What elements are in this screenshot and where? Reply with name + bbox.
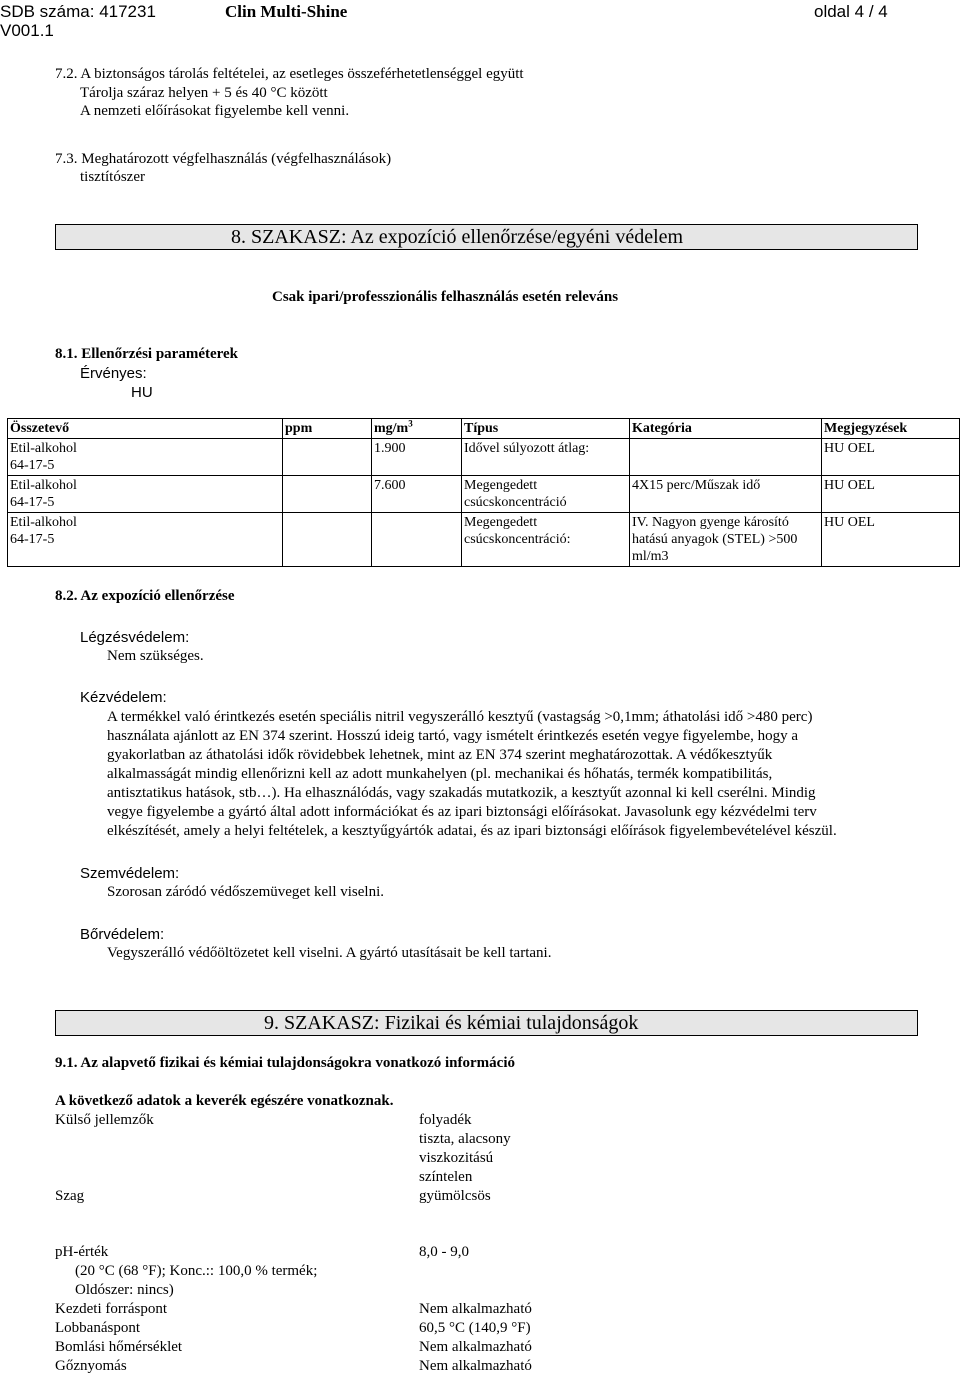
valid-label: Érvényes: <box>80 365 147 382</box>
hand-text-line7: elkészítését, amely a helyi feltételek, a kesztyűgyártók adatai, és az ipari biztonsági előírások figyelembevételével készül. <box>107 823 837 839</box>
hand-label: Kézvédelem: <box>80 689 167 706</box>
eye-label: Szemvédelem: <box>80 865 180 882</box>
section-7-3-line1: tisztítószer <box>80 169 145 185</box>
sds-number: SDB száma: 417231 <box>0 2 156 21</box>
respiratory-text: Nem szükséges. <box>107 648 204 664</box>
cell-notes: HU OEL <box>822 513 960 567</box>
exposure-limits-table <box>7 418 960 567</box>
cell-mgm3: 1.900 <box>372 439 462 476</box>
hand-text-line1: A termékkel való érintkezés esetén speciális nitril vegyszerálló kesztyű (vastagság >0,1mm; áthatolási idő >480 perc) <box>107 709 813 725</box>
ph-label: pH-érték <box>55 1244 109 1260</box>
cell-category <box>630 439 822 476</box>
decomposition-temp-value: Nem alkalmazható <box>419 1339 532 1355</box>
col-header-notes: Megjegyzések <box>822 419 960 439</box>
cell-ppm <box>283 513 372 567</box>
appearance-value-1: folyadék <box>419 1112 472 1128</box>
section-7-3-title: 7.3. Meghatározott végfelhasználás (végfelhasználások) <box>55 151 392 167</box>
col-header-mgm3-sup: 3 <box>408 418 413 429</box>
section-8-2-title: 8.2. Az expozíció ellenőrzése <box>55 588 235 604</box>
odor-value: gyümölcsös <box>419 1188 491 1204</box>
cell-notes: HU OEL <box>822 439 960 476</box>
section-7-2-line2: A nemzeti előírásokat figyelembe kell venni. <box>80 103 350 119</box>
eye-text: Szorosan záródó védőszemüveget kell viselni. <box>107 884 385 900</box>
odor-label: Szag <box>55 1188 85 1204</box>
col-header-ppm: ppm <box>283 419 372 439</box>
flash-point-label: Lobbanáspont <box>55 1320 140 1336</box>
section-7-2-title: 7.2. A biztonságos tárolás feltételei, az esetleges összeférhetetlenséggel együtt <box>55 66 524 82</box>
table-row <box>8 476 960 513</box>
ph-note-line2: Oldószer: nincs) <box>75 1282 174 1298</box>
section-9-banner <box>55 1010 918 1036</box>
appearance-label: Külső jellemzők <box>55 1112 154 1128</box>
flash-point-value: 60,5 °C (140,9 °F) <box>419 1320 531 1336</box>
skin-text: Vegyszerálló védőöltözetet kell viselni. A gyártó utasításait be kell tartani. <box>107 945 552 961</box>
product-name: Clin Multi-Shine <box>225 2 348 21</box>
hand-text-line3: gyakorlatban az áthatolási idők rövidebbek lehetnek, mint az EN 374 szerint meghatározottak. A védőkesztyűk <box>107 747 773 763</box>
hand-text-line2: használata ajánlott az EN 374 szerint. Hosszú ideig tartó, vagy ismételt érintkezés esetén vegye figyelembe, hogy a <box>107 728 799 744</box>
cell-component <box>8 476 283 513</box>
section-8-1-title: 8.1. Ellenőrzési paraméterek <box>55 346 239 362</box>
section-7-2-line1: Tárolja száraz helyen + 5 és 40 °C között <box>80 85 328 101</box>
section-9-intro: A következő adatok a keverék egészére vonatkoznak. <box>55 1093 394 1109</box>
cell-ppm <box>283 439 372 476</box>
cell-ppm <box>283 476 372 513</box>
col-header-mgm3-text: mg/m <box>374 421 409 436</box>
section-8-banner <box>55 224 918 250</box>
cell-mgm3 <box>372 513 462 567</box>
cell-component <box>8 439 283 476</box>
cell-notes: HU OEL <box>822 476 960 513</box>
component-name: Etil-alkohol <box>10 441 77 456</box>
component-name: Etil-alkohol <box>10 515 77 530</box>
component-cas: 64-17-5 <box>10 532 55 547</box>
section-9-banner-title: 9. SZAKASZ: Fizikai és kémiai tulajdonságok <box>264 1012 639 1034</box>
vapor-pressure-label: Gőznyomás <box>55 1358 127 1374</box>
cell-component <box>8 513 283 567</box>
component-cas: 64-17-5 <box>10 458 55 473</box>
hand-text-line4: alkalmasságát mindig ellenőrizni kell az adott munkahelyen (pl. mechanikai és hőhatás, termék kompatibilitás, <box>107 766 773 782</box>
table-header-row <box>8 419 960 439</box>
ph-value: 8,0 - 9,0 <box>419 1244 469 1260</box>
cell-type: Idővel súlyozott átlag: <box>462 439 630 476</box>
boiling-point-value: Nem alkalmazható <box>419 1301 532 1317</box>
table-row <box>8 513 960 567</box>
appearance-value-4: színtelen <box>419 1169 473 1185</box>
component-name: Etil-alkohol <box>10 478 77 493</box>
vapor-pressure-value: Nem alkalmazható <box>419 1358 532 1374</box>
appearance-value-3: viszkozitású <box>419 1150 494 1166</box>
version: V001.1 <box>0 21 54 40</box>
boiling-point-label: Kezdeti forráspont <box>55 1301 168 1317</box>
cell-category: IV. Nagyon gyenge károsító hatású anyagok (STEL) >500 ml/m3 <box>630 513 822 567</box>
col-header-component: Összetevő <box>8 419 283 439</box>
cell-category: 4X15 perc/Műszak idő <box>630 476 822 513</box>
cell-type: Megengedett csúcskoncentráció <box>462 476 630 513</box>
section-9-1-title: 9.1. Az alapvető fizikai és kémiai tulajdonságokra vonatkozó információ <box>55 1055 515 1071</box>
valid-value: HU <box>131 384 153 401</box>
hand-text-line6: vegye figyelembe a gyártó által adott információkat és az ipari biztonsági előírásokat. Javasolunk egy kézvédelmi terv <box>107 804 817 820</box>
page-number: oldal 4 / 4 <box>814 2 888 21</box>
section-8-banner-title: 8. SZAKASZ: Az expozíció ellenőrzése/egyéni védelem <box>231 226 684 248</box>
col-header-mgm3 <box>372 419 462 439</box>
section-8-subtitle: Csak ipari/professzionális felhasználás esetén releváns <box>272 289 619 305</box>
respiratory-label: Légzésvédelem: <box>80 629 190 646</box>
ph-note-line1: (20 °C (68 °F); Konc.:: 100,0 % termék; <box>75 1263 318 1279</box>
decomposition-temp-label: Bomlási hőmérséklet <box>55 1339 183 1355</box>
component-cas: 64-17-5 <box>10 495 55 510</box>
col-header-category: Kategória <box>630 419 822 439</box>
cell-type: Megengedett csúcskoncentráció: <box>462 513 630 567</box>
col-header-type: Típus <box>462 419 630 439</box>
hand-text-line5: antisztatikus hatások, stb…). Ha elhasználódás, vagy szakadás mutatkozik, a kesztyűt azonnal ki kell cserélni. Mindig <box>107 785 816 801</box>
appearance-value-2: tiszta, alacsony <box>419 1131 511 1147</box>
skin-label: Bőrvédelem: <box>80 926 165 943</box>
table-row <box>8 439 960 476</box>
cell-mgm3: 7.600 <box>372 476 462 513</box>
